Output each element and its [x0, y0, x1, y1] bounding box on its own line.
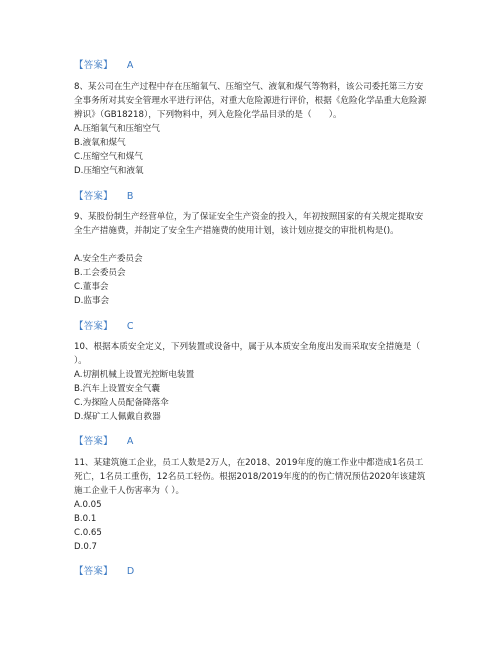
answer-value: C: [126, 321, 134, 332]
question-10-stem: 10、根据本质安全定义，下列装置或设备中，属于从本质安全角度出发而采取安全措施是（ ）。: [74, 342, 421, 366]
answer-label: 【答案】: [74, 60, 113, 71]
question-11-stem: 11、某建筑施工企业，员工人数是2万人，在2018、2019年度的施工作业中都造成1名员工死亡，1名员工重伤，12名员工轻伤。根据2018/2019年度的的伤亡情况预估2020年该建筑施工企业千人伤害率为（ ）。: [74, 458, 426, 496]
answer-value: D: [126, 566, 135, 577]
answer-line: [74, 188, 134, 202]
answer-label: 【答案】: [74, 321, 113, 332]
question-8-option-c: C.压缩空气和煤气: [74, 152, 143, 162]
question-9-stem: 9、某股份制生产经营单位，为了保证安全生产资金的投入，年初按照国家的有关规定提取安全生产措施费，并制定了安全生产措施费的使用计划，该计划应提交的审批机构是()。: [74, 212, 424, 236]
question-11-option-b: B.0.1: [74, 514, 97, 524]
question-10-option-b: B.汽车上设置安全气囊: [74, 384, 160, 394]
question-9-option-d: D.监事会: [74, 296, 110, 306]
answer-value: A: [126, 60, 134, 71]
answer-line: [74, 433, 134, 447]
answer-value: B: [126, 191, 134, 202]
answer-label: 【答案】: [74, 566, 113, 577]
question-9-option-c: C.董事会: [74, 282, 109, 292]
question-8-option-d: D.压缩空气和液氧: [74, 166, 144, 176]
question-11-option-a: A.0.05: [74, 500, 102, 510]
question-10-option-d: D.煤矿工人佩戴自救器: [74, 412, 161, 422]
answer-label: 【答案】: [74, 436, 113, 447]
answer-value: A: [126, 436, 134, 447]
question-10-option-a: A.切割机械上设置光控断电装置: [74, 370, 195, 380]
answer-label: 【答案】: [74, 191, 113, 202]
question-8-option-b: B.液氧和煤气: [74, 138, 126, 148]
question-8-stem: 8、某公司在生产过程中存在压缩氧气、压缩空气、液氧和煤气等物料，该公司委托第三方安全事务所对其安全管理水平进行评估，对重大危险源进行评价，根据《危险化学品重大危险源辨识》（GB18218），下列物料中，列入危险化学品目录的是（ ）。: [74, 82, 427, 120]
question-9-option-b: B.工会委员会: [74, 268, 126, 278]
answer-line: [74, 563, 134, 577]
question-11-option-d: D.0.7: [74, 542, 98, 552]
question-10-option-c: C.为探险人员配备降落伞: [74, 398, 169, 408]
answer-line: [74, 57, 134, 71]
answer-line: [74, 318, 134, 332]
question-11-option-c: C.0.65: [74, 528, 102, 538]
question-8-option-a: A.压缩氧气和压缩空气: [74, 124, 160, 134]
question-9-option-a: A.安全生产委员会: [74, 254, 143, 264]
